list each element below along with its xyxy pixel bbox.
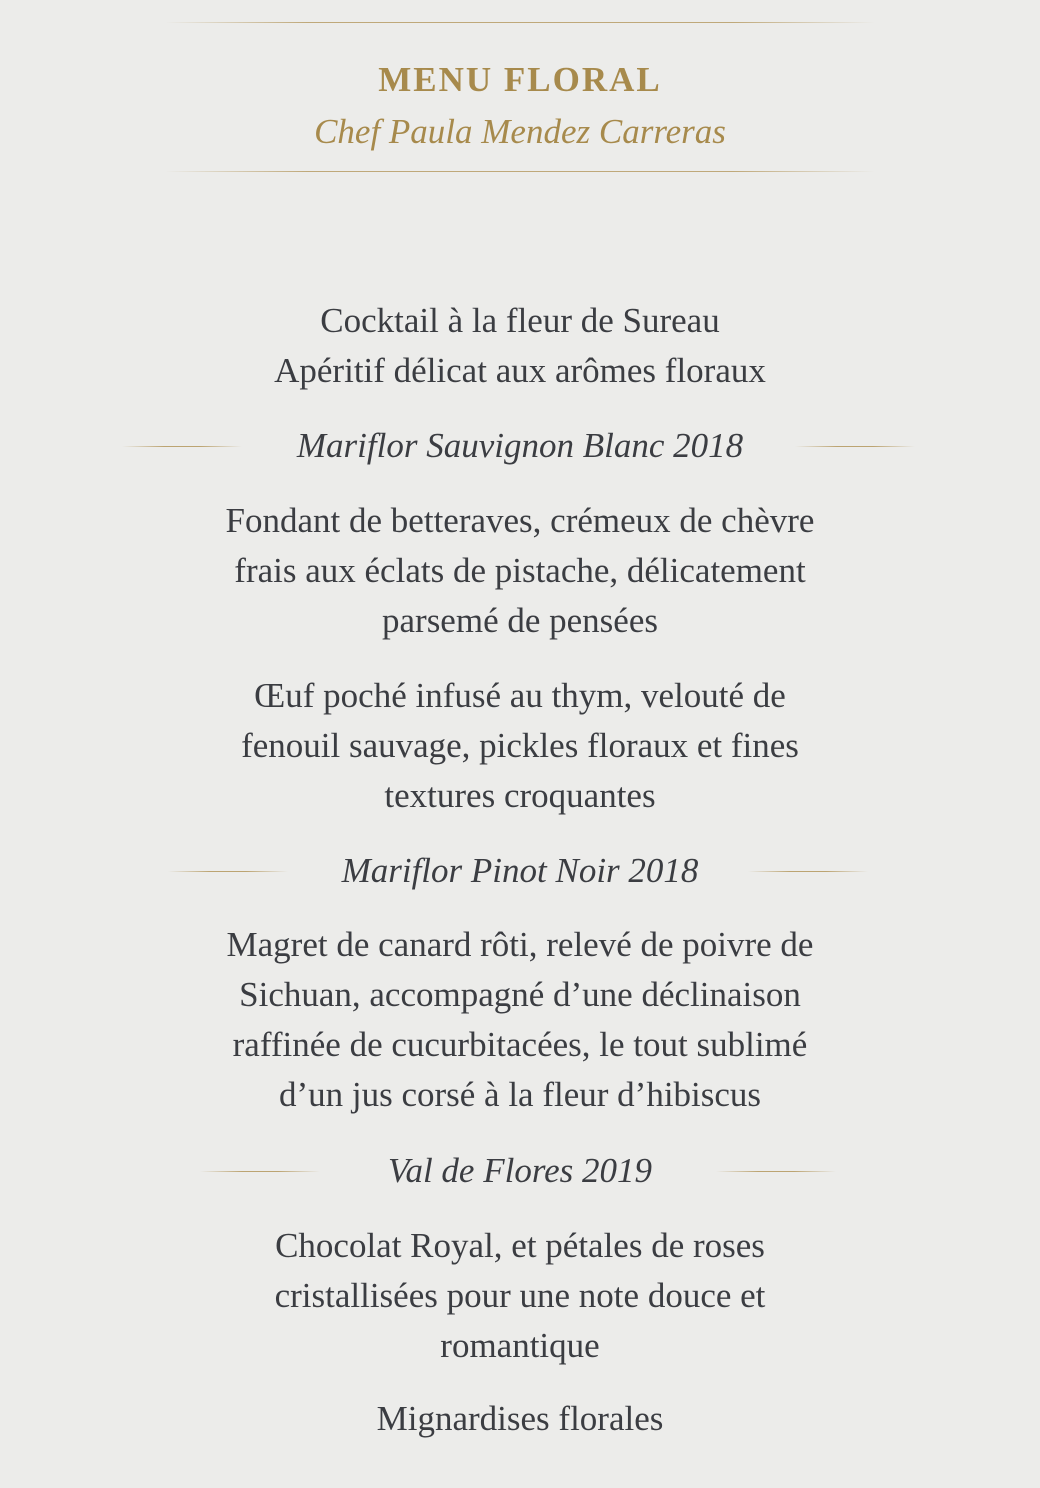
course-line: fenouil sauvage, pickles floraux et fines	[241, 726, 799, 765]
course-line: cristallisées pour une note douce et	[274, 1276, 766, 1315]
wine-name: Mariflor Pinot Noir 2018	[341, 851, 699, 890]
course-line: romantique	[440, 1326, 600, 1365]
course-line: Chocolat Royal, et pétales de roses	[275, 1226, 765, 1265]
course-line: Fondant de betteraves, crémeux de chèvre	[225, 501, 815, 540]
course-line: d’un jus corsé à la fleur d’hibiscus	[278, 1075, 762, 1114]
course-main	[0, 920, 1040, 1120]
menu-title: MENU FLORAL	[378, 60, 662, 99]
course-mignardises	[0, 1394, 1040, 1444]
header-bottom-divider	[165, 171, 875, 172]
course-line: Œuf poché infusé au thym, velouté de	[254, 676, 786, 715]
wine-pairing	[0, 421, 1040, 471]
wine-name: Val de Flores 2019	[387, 1151, 653, 1190]
course-line: Sichuan, accompagné d’une déclinaison	[239, 975, 801, 1014]
wine-divider-right	[795, 446, 915, 447]
course-egg	[0, 671, 1040, 821]
course-line: raffinée de cucurbitacées, le tout sublimé	[232, 1025, 808, 1064]
course-line: Mignardises florales	[376, 1399, 664, 1438]
course-starter	[0, 496, 1040, 646]
wine-pairing	[0, 1146, 1040, 1196]
course-line: frais aux éclats de pistache, délicatement	[234, 551, 806, 590]
wine-divider-right	[716, 1171, 836, 1172]
course-aperitif	[0, 296, 1040, 396]
header-top-divider	[165, 22, 875, 23]
course-line: Cocktail à la fleur de Sureau	[320, 301, 720, 340]
wine-divider-right	[748, 871, 868, 872]
course-line: Apéritif délicat aux arômes floraux	[274, 351, 766, 390]
course-line: parsemé de pensées	[382, 601, 658, 640]
course-dessert	[0, 1221, 1040, 1371]
course-line: textures croquantes	[384, 776, 656, 815]
wine-pairing	[0, 846, 1040, 896]
wine-name: Mariflor Sauvignon Blanc 2018	[296, 426, 744, 465]
chef-name: Chef Paula Mendez Carreras	[314, 112, 726, 151]
course-line: Magret de canard rôti, relevé de poivre de	[226, 925, 814, 964]
